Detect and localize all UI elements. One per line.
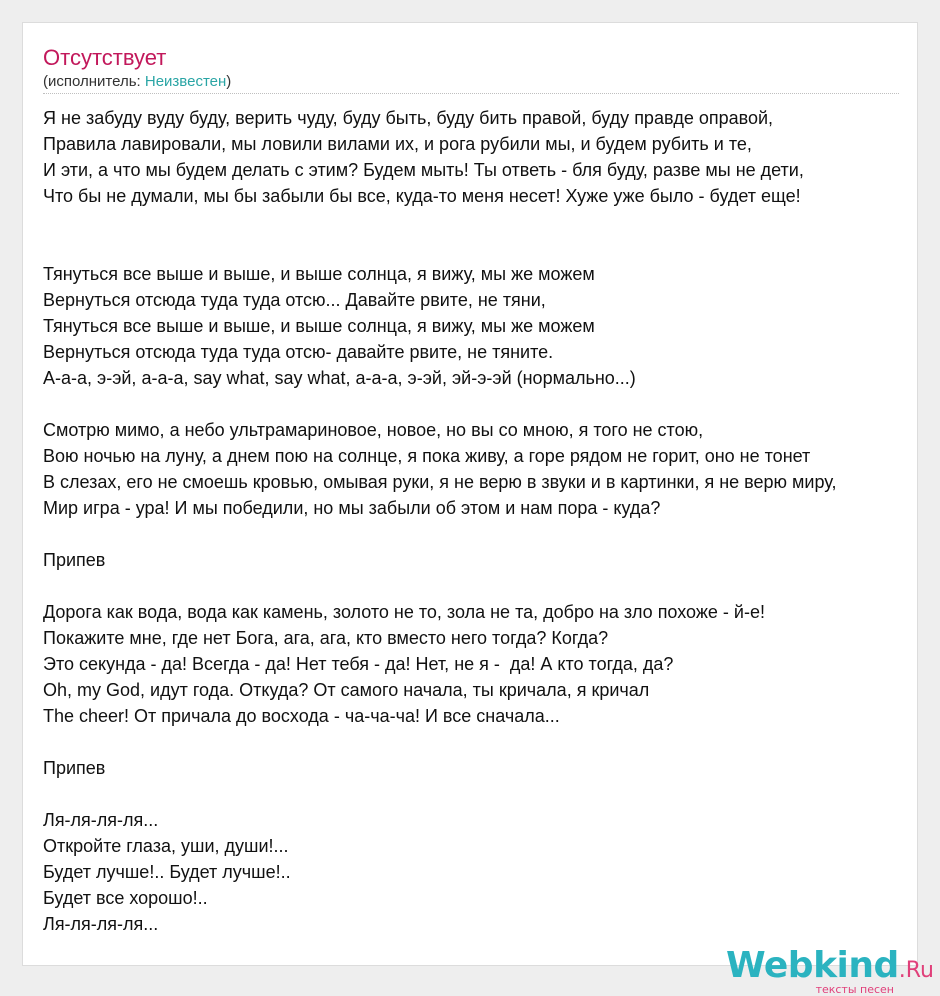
lyric-line: Покажите мне, где нет Бога, ага, ага, кто вместо него тогда? Когда? — [43, 628, 609, 648]
lyric-line — [43, 781, 918, 807]
lyric-line: Откройте глаза, уши, души!... — [43, 836, 289, 856]
lyric-line — [43, 729, 918, 755]
logo-main-text: Webkind — [725, 945, 899, 986]
lyrics-text — [43, 105, 918, 937]
lyric-line: Будет все хорошо!.. — [43, 888, 208, 908]
lyric-line — [43, 235, 918, 261]
lyric-line: Припев — [43, 550, 106, 570]
lyric-line — [43, 573, 918, 599]
song-title: Отсутствует — [43, 45, 167, 70]
lyric-line — [43, 391, 918, 417]
artist-link[interactable]: Неизвестен — [144, 73, 227, 90]
lyric-line: Дорога как вода, вода как камень, золото не то, зола не та, добро на зло похоже - й-е! — [43, 602, 765, 622]
lyric-line: Oh, my God, идут года. Откуда? От самого начала, ты кричала, я кричал — [43, 680, 650, 700]
lyric-line — [43, 209, 918, 235]
webkind-logo[interactable] — [725, 945, 934, 996]
lyric-line: Я не забуду вуду буду, верить чуду, буду быть, буду бить правой, буду правде оправой, — [43, 108, 774, 128]
lyric-line: Будет лучше!.. Будет лучше!.. — [43, 862, 291, 882]
lyric-line: Мир игра - ура! И мы победили, но мы забыли об этом и нам пора - куда? — [43, 498, 661, 518]
lyric-line: Тянуться все выше и выше, и выше солнца, я вижу, мы же можем — [43, 264, 595, 284]
lyric-line: Это секунда - да! Всегда - да! Нет тебя - да! Нет, не я - да! А кто тогда, да? — [43, 654, 674, 674]
lyric-line: И эти, а что мы будем делать с этим? Будем мыть! Ты ответь - бля буду, разве мы не дети, — [43, 160, 804, 180]
title-divider — [43, 93, 899, 94]
lyric-line: Что бы не думали, мы бы забыли бы все, куда-то меня несет! Хуже уже было - будет еще! — [43, 186, 801, 206]
lyric-line: Тянуться все выше и выше, и выше солнца, я вижу, мы же можем — [43, 316, 595, 336]
artist-line — [43, 73, 231, 91]
lyric-line: Вернуться отсюда туда туда отсю... Давайте рвите, не тяни, — [43, 290, 546, 310]
lyric-line: Вою ночью на луну, а днем пою на солнце, я пока живу, а горе рядом не горит, оно не тонет — [43, 446, 811, 466]
lyric-line: В слезах, его не смоешь кровью, омывая руки, я не верю в звуки и в картинки, я не верю миру, — [43, 472, 837, 492]
logo-suffix-text: .Ru — [898, 958, 934, 983]
lyric-line — [43, 521, 918, 547]
artist-suffix: ) — [226, 73, 232, 90]
lyric-line: Припев — [43, 758, 106, 778]
lyric-line: Смотрю мимо, а небо ультрамариновое, новое, но вы со мною, я того не стою, — [43, 420, 704, 440]
lyrics-card — [22, 22, 918, 966]
artist-prefix: (исполнитель: — [43, 73, 145, 90]
logo-tagline: тексты песен — [815, 983, 894, 996]
lyric-line: Ля-ля-ля-ля... — [43, 914, 159, 934]
lyric-line: Ля-ля-ля-ля... — [43, 810, 159, 830]
lyric-line: The cheer! От причала до восхода - ча-ча-ча! И все сначала... — [43, 706, 560, 726]
lyric-line: А-а-а, э-эй, а-а-а, say what, say what, а-а-а, э-эй, эй-э-эй (нормально...) — [43, 368, 636, 388]
lyric-line: Правила лавировали, мы ловили вилами их, и рога рубили мы, и будем рубить и те, — [43, 134, 752, 154]
lyric-line: Вернуться отсюда туда туда отсю- давайте рвите, не тяните. — [43, 342, 554, 362]
